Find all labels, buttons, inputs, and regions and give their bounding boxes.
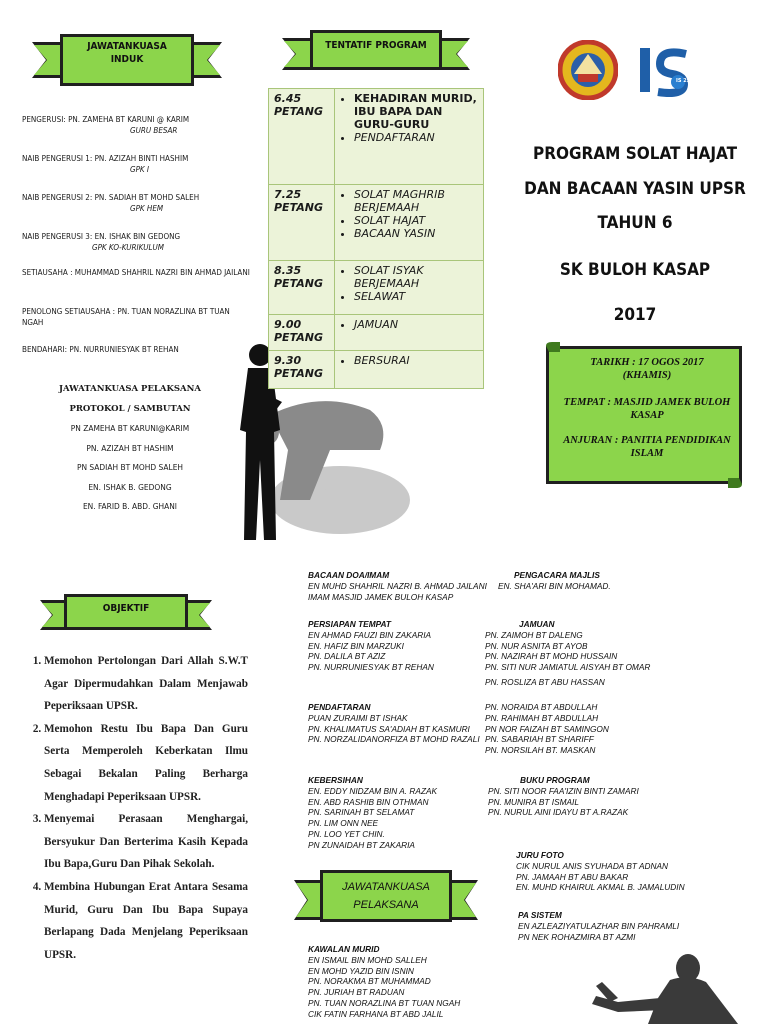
duty-pendaftaran-2	[485, 702, 609, 756]
duty-name: PN. LIM ONN NEE	[308, 818, 379, 829]
schedule-item: • SELAWAT	[354, 290, 478, 303]
duty-name: PN. ROSLIZA BT ABU HASSAN	[485, 676, 605, 687]
banner-induk-text	[32, 41, 222, 66]
committee-sub: GPK I	[130, 165, 150, 174]
duty-name: EN. HAFIZ BIN MARZUKI	[308, 640, 404, 651]
schedule-items	[335, 261, 484, 315]
committee-role: NAIB PENGERUSI 3: EN. ISHAK BIN GEDONG	[22, 232, 181, 241]
duty-name: PN. NORAKMA BT MUHAMMAD	[308, 976, 431, 987]
schedule-item: • BERSURAI	[354, 354, 478, 367]
title-line: TAHUN 6	[597, 213, 673, 233]
duty-name: PN. NORAIDA BT ABDULLAH	[485, 702, 598, 712]
duty-name: EN. ABD RASHIB BIN OTHMAN	[308, 796, 429, 807]
schedule-time: 9.30 PETANG	[269, 351, 335, 389]
schedule-item: • SOLAT ISYAK BERJEMAAH	[354, 264, 478, 290]
banner-objektif-text: OBJEKTIF	[102, 603, 150, 614]
pelaksana-name: PN ZAMEHA BT KARUNI@KARIM	[70, 423, 190, 433]
title-line: 2017	[613, 305, 657, 325]
duty-pendaftaran	[308, 702, 480, 745]
banner-tentatif-text: TENTATIF PROGRAM	[325, 40, 427, 51]
org-logo	[636, 44, 694, 104]
duty-name: EN. SHA'ARI BIN MOHAMAD.	[498, 580, 611, 591]
committee-role: NAIB PENGERUSI 2: PN. SADIAH BT MOHD SALEH	[22, 193, 200, 202]
duty-persiapan-tempat	[308, 619, 434, 673]
committee-row	[22, 153, 250, 192]
duty-name: PN. SARINAH BT SELAMAT	[308, 807, 415, 818]
duty-name: PN. DALILA BT AZIZ	[308, 651, 386, 662]
duty-pengacara	[498, 570, 611, 592]
duty-title: KAWALAN MURID	[308, 944, 380, 954]
duty-title: BACAAN DOA/IMAM	[308, 570, 390, 580]
objectives-list	[22, 650, 248, 966]
title-line: DAN BACAAN YASIN UPSR	[524, 179, 746, 199]
duty-name: EN MOHD YAZID BIN ISNIN	[308, 965, 414, 976]
duty-title: JAMUAN	[519, 619, 555, 629]
title-line: SK BULOH KASAP	[559, 260, 711, 280]
committee-row	[22, 267, 250, 306]
pelaksana-subheading: PROTOKOL / SAMBUTAN	[69, 403, 191, 414]
committee-row	[22, 306, 250, 344]
schedule-row	[269, 315, 484, 351]
schedule-items	[335, 89, 484, 185]
duty-name: PN. JAMAAH BT ABU BAKAR	[516, 871, 629, 882]
objective-item: 4. Membina Hubungan Erat Antara Sesama Murid, Guru Dan Ibu Bapa Supaya Berlapang Dada Menjelang Peperiksaan UPSR.	[44, 876, 248, 966]
committee-role: PENOLONG SETIAUSAHA : PN. TUAN NORAZLINA BT TUAN NGAH	[22, 307, 230, 327]
school-crest-logo	[558, 40, 618, 100]
duty-buku-program	[488, 775, 639, 818]
objective-item: 1. Memohon Pertolongan Dari Allah S.W.T Agar Dipermudahkan Dalam Menjawab Peperiksaan UPSR.	[44, 650, 248, 718]
duty-name: EN AHMAD FAUZI BIN ZAKARIA	[308, 629, 432, 640]
duty-name: PN. NURRUNIESYAK BT REHAN	[308, 662, 434, 673]
duty-name: PN. KHALIMATUS SA'ADIAH BT KASMURI	[308, 723, 470, 734]
committee-sub: GURU BESAR	[130, 126, 178, 135]
schedule-time: 7.25 PETANG	[269, 185, 335, 261]
committee-role: SETIAUSAHA : MUHAMMAD SHAHRIL NAZRI BIN AHMAD JAILANI	[22, 268, 250, 277]
org-logo-text: IS 25	[676, 78, 691, 84]
pelaksana-name: EN. FARID B. ABD. GHANI	[82, 501, 178, 511]
schedule-row	[269, 351, 484, 389]
duty-title: PERSIAPAN TEMPAT	[308, 619, 391, 629]
duty-name: PN. JURIAH BT RADUAN	[308, 987, 405, 998]
duty-title: PA SISTEM	[518, 910, 562, 920]
schedule-row	[269, 261, 484, 315]
schedule-item: KEHADIRAN MURID, IBU BAPA DAN GURU-GURU	[354, 92, 477, 131]
duty-juru-foto	[516, 850, 685, 893]
committee-role: BENDAHARI: PN. NURRUNIESYAK BT REHAN	[22, 345, 179, 354]
duty-name: EN MUHD SHAHRIL NAZRI B. AHMAD JAILANI	[308, 580, 487, 591]
duty-name: PN. ZAIMOH BT DALENG	[485, 629, 583, 640]
committee-role: NAIB PENGERUSI 1: PN. AZIZAH BINTI HASHIM	[22, 154, 189, 163]
banner-jawatankuasa-pelaksana	[294, 868, 478, 930]
schedule-items	[335, 315, 484, 351]
schedule-time: 9.00 PETANG	[269, 315, 335, 351]
pelaksana-name: EN. ISHAK B. GEDONG	[88, 481, 172, 492]
schedule-item: • SOLAT MAGHRIB BERJEMAAH	[354, 188, 478, 214]
duty-pa-sistem	[518, 910, 679, 942]
banner-induk-line2: INDUK	[110, 53, 144, 65]
duty-name: EN ISMAIL BIN MOHD SALLEH	[308, 954, 427, 965]
event-organizer: ANJURAN : PANITIA PENDIDIKAN ISLAM	[563, 435, 731, 459]
banner-objektif	[40, 592, 212, 636]
duty-name: PN. MUNIRA BT ISMAIL	[488, 796, 579, 807]
duty-name: EN AZLEAZIYATULAZHAR BIN PAHRAMLI	[518, 920, 680, 931]
committee-role: PENGERUSI: PN. ZAMEHA BT KARUNI @ KARIM	[22, 115, 190, 124]
duty-doa-imam	[308, 570, 487, 602]
duty-name: PN. SITI NOOR FAA'IZIN BINTI ZAMARI	[488, 785, 639, 796]
banner-jawatankuasa-induk	[32, 30, 222, 90]
committee-row	[22, 192, 250, 231]
objective-item: 2. Memohon Restu Ibu Bapa Dan Guru Serta Memperoleh Keberkatan Ilmu Sebagai Bekalan Paling Berharga Menghadapi Peperiksaan UPSR.	[44, 718, 248, 808]
banner-pelaksana-line1: JAWATANKUASA	[342, 881, 430, 893]
schedule-item: • PENDAFTARAN	[354, 131, 478, 144]
duty-name: PN ZUNAIDAH BT ZAKARIA	[308, 839, 415, 850]
duty-kawalan-murid	[308, 944, 460, 1020]
duty-name: PN. TUAN NORAZLINA BT TUAN NGAH	[308, 997, 461, 1008]
objective-item: 3. Menyemai Perasaan Menghargai, Bersyukur Dan Berterima Kasih Kepada Ibu Bapa,Guru Dan Pihak Sekolah.	[44, 808, 248, 876]
event-day: (KHAMIS)	[622, 370, 672, 381]
duty-title: PENGACARA MAJLIS	[514, 570, 600, 580]
event-date: TARIKH : 17 OGOS 2017	[590, 357, 704, 368]
schedule-time: 6.45 PETANG	[269, 89, 335, 185]
banner-tentatif-program	[282, 28, 470, 76]
banner-pelaksana-text	[294, 878, 478, 914]
schedule-row	[269, 89, 484, 185]
committee-sub: GPK HEM	[130, 204, 164, 213]
duty-kebersihan	[308, 775, 437, 851]
event-info-text	[560, 356, 734, 460]
schedule-item: • BACAAN YASIN	[354, 227, 478, 240]
duty-jamuan	[485, 619, 650, 688]
title-line: PROGRAM SOLAT HAJAT	[533, 144, 737, 164]
duty-name: PN. RAHIMAH BT ABDULLAH	[485, 712, 599, 723]
duty-name: IMAM MASJID JAMEK BULOH KASAP	[308, 591, 454, 602]
duty-name: PN. NAZIRAH BT MOHD HUSSAIN	[485, 651, 618, 662]
schedule-items	[335, 351, 484, 389]
committee-row	[22, 231, 250, 267]
banner-pelaksana-line2: PELAKSANA	[353, 899, 419, 911]
duty-name: PN. NUR ASNITA BT AYOB	[485, 640, 588, 651]
committee-induk-list	[22, 114, 250, 355]
duty-name: PN. NURUL AINI IDAYU BT A.RAZAK	[488, 807, 629, 818]
duty-name: PN. SITI NUR JAMIATUL AISYAH BT OMAR	[485, 662, 651, 673]
tentatif-table	[268, 88, 484, 389]
schedule-item: • JAMUAN	[354, 318, 478, 331]
standing-figure	[240, 368, 280, 540]
duty-title: JURU FOTO	[516, 850, 564, 860]
duty-name: PN. LOO YET CHIN.	[308, 828, 385, 839]
duty-title: BUKU PROGRAM	[520, 775, 590, 785]
pelaksana-name: PN. AZIZAH BT HASHIM	[86, 442, 174, 453]
duty-name: PN. NORZALIDANORFIZA BT MOHD RAZALI	[308, 734, 480, 745]
schedule-items	[335, 185, 484, 261]
duty-name: CIK NURUL ANIS SYUHADA BT ADNAN	[516, 860, 668, 871]
duty-title: KEBERSIHAN	[308, 775, 363, 785]
duty-title: PENDAFTARAN	[308, 702, 371, 712]
event-venue: TEMPAT : MASJID JAMEK BULOH KASAP	[563, 397, 731, 421]
praying-man-silhouette	[588, 952, 768, 1024]
pelaksana-name: PN SADIAH BT MOHD SALEH	[76, 462, 184, 472]
duty-name: PUAN ZURAIMI BT ISHAK	[308, 712, 408, 723]
duty-name: PN. SABARIAH BT SHARIFF	[485, 734, 594, 745]
committee-row	[22, 114, 250, 153]
schedule-item: • SOLAT HAJAT	[354, 214, 478, 227]
committee-sub: GPK KO-KURIKULUM	[92, 243, 164, 252]
pelaksana-protokol	[30, 380, 230, 517]
duty-name: EN. MUHD KHAIRUL AKMAL B. JAMALUDIN	[516, 882, 685, 893]
banner-induk-line1: JAWATANKUASA	[87, 41, 167, 52]
duty-name: PN NOR FAIZAH BT SAMINGON	[485, 723, 609, 734]
duty-name: CIK FATIN FARHANA BT ABD JALIL	[308, 1008, 444, 1019]
duty-name: EN. EDDY NIDZAM BIN A. RAZAK	[308, 785, 438, 796]
duty-name: PN. NORSILAH BT. MASKAN	[485, 745, 596, 756]
schedule-row	[269, 185, 484, 261]
pelaksana-heading: JAWATANKUASA PELAKSANA	[58, 384, 201, 394]
duty-name: PN NEK ROHAZMIRA BT AZMI	[518, 931, 636, 942]
schedule-time: 8.35 PETANG	[269, 261, 335, 315]
